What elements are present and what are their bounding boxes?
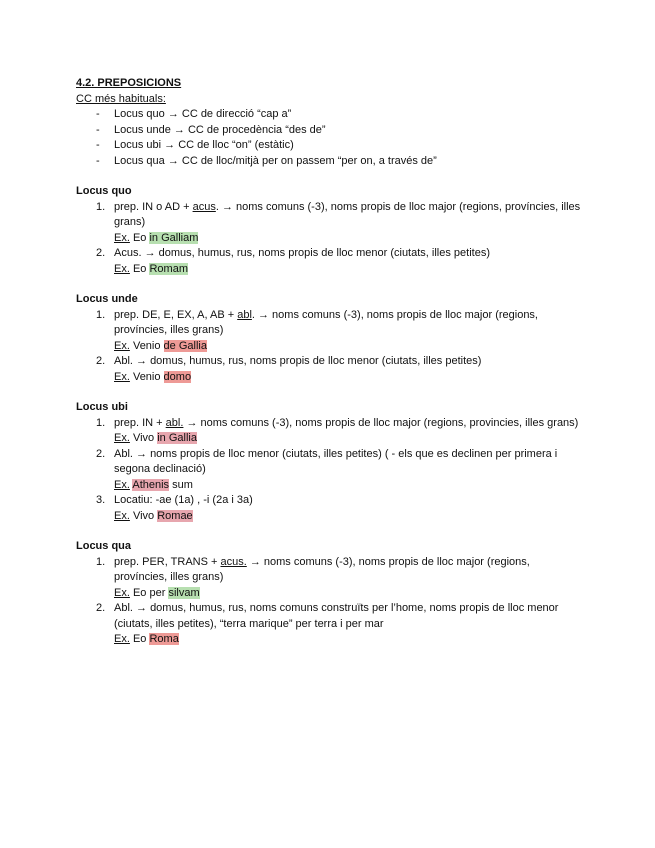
highlighted-phrase: in Gallia (157, 432, 197, 444)
item-number: 2. (96, 602, 106, 614)
list-item (76, 416, 586, 447)
summary-list (76, 107, 586, 169)
case-label: acus. (220, 555, 247, 568)
highlighted-phrase: domo (163, 370, 192, 383)
highlighted-phrase: Roma (149, 633, 179, 645)
summary-text: Locus qua → CC de lloc/mitjà per on passem “per on, a través de” (114, 154, 437, 167)
list-item (76, 308, 586, 355)
item-text: prep. DE, E, EX, A, AB + (114, 308, 238, 321)
example-text: Eo (129, 262, 150, 275)
section-locus-ubi (76, 400, 586, 524)
summary-text: Locus unde → CC de procedència “des de” (114, 123, 326, 136)
list-item (76, 555, 586, 602)
case-label: abl (237, 308, 252, 321)
case-label: abl. (165, 416, 184, 429)
highlighted-phrase: Athenis (132, 478, 170, 491)
item-text: Locatiu: -ae (1a) , -i (2a i 3a) (114, 494, 253, 506)
example-label: Ex. (114, 586, 130, 599)
numbered-list (76, 555, 586, 648)
item-number: 1. (96, 555, 106, 568)
example-label: Ex. (114, 339, 130, 352)
dash-marker: - (96, 123, 100, 136)
example-label: Ex. (114, 262, 130, 275)
item-text: Abl. → noms propis de lloc menor (ciutats, illes petites) ( - els que es declinen per primera i segona declinació) (114, 447, 558, 475)
numbered-list (76, 308, 586, 386)
list-item (76, 493, 586, 524)
example-label: Ex. (114, 231, 130, 244)
item-text: prep. IN o AD + (114, 200, 193, 213)
list-item (76, 200, 586, 247)
item-number: 3. (96, 494, 106, 506)
item-number: 1. (96, 308, 106, 321)
item-text: . → noms comuns (-3), noms propis de lloc major (regions, províncies, illes grans) (114, 308, 538, 336)
highlighted-phrase: silvam (168, 586, 200, 599)
summary-item (76, 154, 586, 170)
item-text: → noms comuns (-3), noms propis de lloc major (regions, províncies, illes grans) (114, 555, 530, 583)
list-item (76, 246, 586, 277)
item-number: 2. (96, 247, 106, 259)
numbered-list (76, 416, 586, 525)
section-heading: Locus qua (76, 540, 132, 552)
section-heading: Locus quo (76, 185, 132, 197)
example-label: Ex. (114, 633, 130, 645)
item-text: . → noms comuns (-3), noms propis de lloc major (regions, províncies, illes grans) (114, 200, 581, 228)
case-label: acus (192, 200, 216, 213)
summary-item (76, 107, 586, 123)
section-locus-quo (76, 184, 586, 277)
example-text: Eo per (129, 586, 169, 599)
subtitle: CC més habituals: (76, 92, 166, 105)
list-item (76, 354, 586, 385)
example-label: Ex. (114, 478, 130, 491)
example-label: Ex. (114, 432, 130, 444)
item-text: prep. IN + (114, 416, 166, 429)
dash-marker: - (96, 108, 100, 120)
example-label: Ex. (114, 370, 130, 383)
dash-marker: - (96, 139, 100, 151)
example-text: Venio (129, 339, 164, 352)
dash-marker: - (96, 154, 100, 167)
list-item (76, 447, 586, 494)
item-text: Abl. → domus, humus, rus, noms propis de lloc menor (ciutats, illes petites) (114, 355, 482, 367)
section-title: 4.2. PREPOSICIONS (76, 77, 182, 89)
example-text: Eo (129, 231, 150, 244)
item-number: 2. (96, 447, 106, 460)
highlighted-phrase: in Galliam (149, 231, 199, 244)
example-text: Venio (129, 370, 164, 383)
item-text: prep. PER, TRANS + (114, 555, 221, 568)
item-text: Acus. → domus, humus, rus, noms propis de lloc menor (ciutats, illes petites) (114, 247, 490, 259)
summary-item (76, 123, 586, 139)
example-text: Vivo (129, 432, 158, 444)
section-locus-qua (76, 539, 586, 648)
list-item (76, 601, 586, 648)
section-locus-unde (76, 292, 586, 385)
highlighted-phrase: Romam (149, 262, 188, 275)
example-text: Vivo (129, 509, 158, 522)
numbered-list (76, 200, 586, 278)
item-text: Abl. → domus, humus, rus, noms comuns construïts per l’home, noms propis de lloc menor (ciutats, illes petites), “terra marique” per terra i per mar (114, 602, 559, 630)
item-text: → noms comuns (-3), noms propis de lloc major (regions, provincies, illes grans) (183, 416, 579, 429)
example-text: sum (169, 478, 193, 491)
highlighted-phrase: de Gallia (163, 339, 207, 352)
summary-text: Locus quo → CC de direcció “cap a” (114, 108, 292, 120)
summary-item (76, 138, 586, 154)
document-content (76, 76, 586, 648)
summary-text: Locus ubi → CC de lloc “on” (estàtic) (114, 139, 294, 151)
highlighted-phrase: Romae (157, 509, 193, 522)
example-text: Eo (129, 633, 150, 645)
example-label: Ex. (114, 509, 130, 522)
item-number: 1. (96, 416, 106, 429)
section-heading: Locus ubi (76, 401, 128, 413)
item-number: 2. (96, 355, 106, 367)
item-number: 1. (96, 200, 106, 213)
section-heading: Locus unde (76, 293, 138, 305)
